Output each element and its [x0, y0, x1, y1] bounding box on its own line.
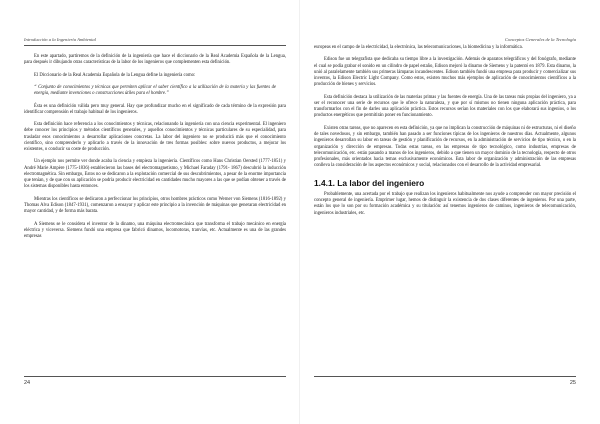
right-paragraph-4: Existen otras tareas, que no aparecen en esta definición, ya que no implican la construcción de máquinas ni de estructuras, ni el diseño de tales novedosos, y sin embargo, también han pasado a ser funciones típicas de los ingenieros de nuestros días. Actualmente, algunos ingenieros desarrollan su labor en tareas de gestión y planificación de recursos, en la administración de servicios de tipo técnico, o en la organización y dirección de empresas. Todas estas tareas, en las empresas de tipo tecnológico, como industrias, empresas de telecomunicación, etc. están pasando a manos de los ingenieros, debido a que tienen un mayor dominio de la tecnología, respecto de otros profesionales, más orientados hacia temas exclusivamente económicos. Esta labor de organización y administración de las empresas conlleva la consideración de los aspectos económicos y social, relacionados con el desarrollo de la actividad empresarial.	[314, 125, 576, 169]
left-header-rule	[24, 45, 286, 46]
section-title: 1.4.1. La labor del ingeniero	[314, 177, 425, 188]
right-paragraph-2: Edison fue un telegrafista que dedicaba su tiempo libre a la investigación. Además de aparatos telegráficos y del fonógrafo, mediante el cual se podía grabar el sonido en un cilindro de papel estaño, Edison mejoró la dinamo de Siemens y la patentó en 1879. Esta dinamo, la unió al paralelamente también sus primeras lámparas incandescentes. Edison también fundó una empresa para producir y comercializar sus inventos, la Edison Electric Light Company. Como estos, existen muchos más ejemplos de aplicación de conocimientos científicos a la producción de bienes y servicios.	[314, 57, 576, 88]
right-page-body	[314, 45, 576, 223]
left-paragraph-8: A Siemens se le considera el inventor de la dinamo, una máquina electromecánica que transforma el trabajo mecánico en energía eléctrica y viceversa. Siemens fundó una empresa que fabricó dinamos, locomotoras, tranvías, etc. Actualmente es una de las grandes empresas	[24, 221, 286, 240]
left-page-body	[24, 54, 286, 247]
left-footer-rule	[24, 376, 286, 377]
left-paragraph-5: Esta definición hace referencia a los conocimientos y técnicas, relacionando la ingeniería con una ciencia experimental. El ingeniero debe conocer los principios y métodos científicos generales, y aquellos conocimientos y técnicas particulares de su especialidad, para trasladar esos conocimientos a desarrollar aplicaciones concretas. La labor del ingeniero no se producirá más que el conocimiento científico, sino comprenderlo y aplicarlo a través de la innovación de tres formas posibles: sobre nuevos productos, a mejorar los existentes, o conducir su coste de producción.	[24, 122, 286, 153]
left-paragraph-7: Mientras los científicos se dedicaron a perfeccionar los principios, otros hombres prácticos como Werner von Siemens (1816-1892) y Thomas Alva Edison (1847-1931), comenzaron a ensayar y aplicar este principio a la invención de máquinas que generaran electricidad en mayor cantidad, y de forma más barata.	[24, 196, 286, 215]
right-paragraph-3: Esta definición destaca la utilización de las materias primas y las fuentes de energía. Una de las tareas más propias del ingeniero, ya a ser el reconocer una serie de recursos que le ofrece la naturaleza, y que por sí mismos no tienen ninguna aplicación práctica, para transformarlos con el fin de darles una aplicación práctica. Estos recursos serían los materiales con los que elaborará sus ingenios, o los productos energéticos que permitirán poner en funcionamiento.	[314, 94, 576, 119]
left-running-header: Introducción a la Ingeniería Ambiental	[24, 37, 96, 42]
left-paragraph-1: En este apartado, partiremos de la definición de la ingeniería que hace el diccionario de la Real Academia Española de la Lengua, para después ir dibujando otras características de la labor de los ingenieros que complementen esta definición.	[24, 54, 286, 66]
right-footer-rule	[314, 376, 576, 377]
left-page-number: 24	[24, 380, 31, 386]
right-paragraph-1: europeas en el campo de la electricidad, la electrónica, las telecomunicaciones, la biomedicina y la informática.	[314, 45, 523, 50]
left-paragraph-4: Ésta es una definición válida pero muy general. Hay que profundizar mucho en el significado de cada término de la expresión para identificar comprensión el trabajo habitual de los ingenieros.	[24, 103, 286, 115]
left-paragraph-6: Un ejemplo nos permite ver donde acaba la ciencia y empieza la ingeniería. Científicos como Hans Christian Oersted (1777-1851) y André Marie Ampère (1775-1836) establecieron las bases del electromagnetismo, y Michael Faraday (1791- 1867) descubrió la inducción electromagnética. Sin embargo, Estos no se dedicaron a la explotación comercial de sus descubrimientos, a pesar de la enorme importancia que tenían, y de que con su aplicación se podría producir electricidad en cantidades mucho mayores a las que se podían obtener a través de los sistemas disponibles hasta entonces.	[24, 159, 286, 190]
definition-quote: “ Conjunto de conocimientos y técnicas que permiten aplicar el saber científico a la utilización de la materia y las fuentes de energía, mediante invenciones o construcciones útiles para el hombre.”	[34, 84, 276, 97]
right-page	[300, 0, 600, 424]
right-page-number: 25	[569, 380, 576, 386]
left-paragraph-2: El Diccionario de la Real Academia Española de la Lengua define la ingeniería como:	[34, 72, 196, 78]
right-paragraph-5: Probablemente, una acertada por el trabajo que realizan los ingenieros habitualmente nos ayude a comprender con mayor precisión el concepto general de ingeniería. Emprimer lugar, hemos de distinguir la existencia de dos clases diferentes de ingenieros. Por una parte, están los que lo son por su formación académica y su titulación: así tenemos ingenieros de caminos, ingenieros de telecomunicación, ingenieros industriales, etc.	[314, 191, 576, 216]
right-running-header: Conceptos Generales de la Tecnología	[504, 37, 576, 42]
